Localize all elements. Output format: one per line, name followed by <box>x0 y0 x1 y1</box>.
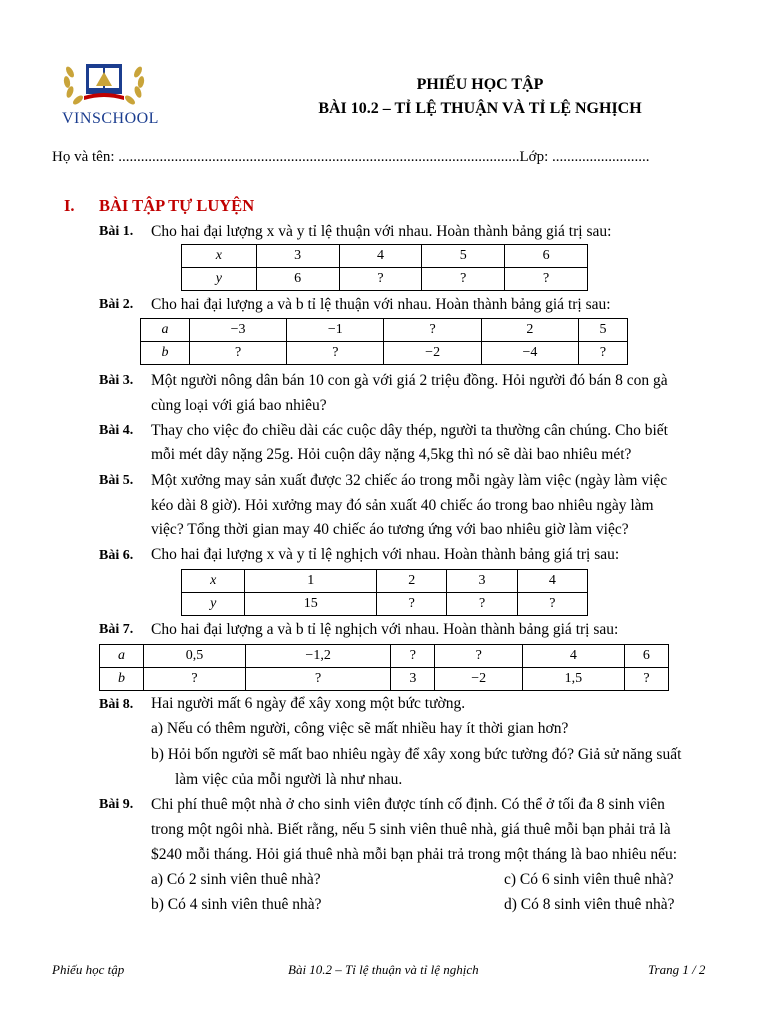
footer-center: Bài 10.2 – Tỉ lệ thuận và tỉ lệ nghịch <box>288 962 479 977</box>
table-cell: ? <box>624 668 668 691</box>
table-cell: ? <box>391 645 435 668</box>
page-number: Trang 1 / 2 <box>648 962 706 977</box>
table-cell: 1,5 <box>522 668 624 691</box>
table-cell: x <box>182 245 257 268</box>
table-cell: ? <box>144 668 246 691</box>
exercise-5-line-2: kéo dài 8 giờ). Hỏi xưởng may đó sản xuất 40 chiếc áo trong bao nhiêu ngày làm <box>151 497 654 514</box>
exercise-9-d: d) Có 8 sinh viên thuê nhà? <box>504 896 675 913</box>
footer-left: Phiếu học tập <box>52 962 125 977</box>
exercise-2-label: Bài 2. <box>99 297 134 312</box>
table-cell: a <box>141 319 190 342</box>
table-cell: 2 <box>377 570 447 593</box>
table-cell: ? <box>245 668 390 691</box>
table-cell: 5 <box>579 319 628 342</box>
table-cell: −1,2 <box>245 645 390 668</box>
worksheet-title: PHIẾU HỌC TẬP <box>416 76 544 93</box>
exercise-9-label: Bài 9. <box>99 797 134 812</box>
exercise-3-line-2: cùng loại với giá bao nhiêu? <box>151 397 327 414</box>
exercise-9-b: b) Có 4 sinh viên thuê nhà? <box>151 896 322 913</box>
exercise-9-line-2: trong một ngôi nhà. Biết rằng, nếu 5 sinh viên thuê nhà, giá thuê mỗi bạn phải trả là <box>151 821 671 838</box>
table-cell: 6 <box>505 245 588 268</box>
table-row <box>100 668 669 691</box>
table-cell: 6 <box>256 268 339 291</box>
table-cell: ? <box>339 268 422 291</box>
exercise-7-text: Cho hai đại lượng a và b tỉ lệ nghịch với nhau. Hoàn thành bảng giá trị sau: <box>151 621 619 638</box>
school-logo <box>58 60 168 132</box>
table-cell: 0,5 <box>144 645 246 668</box>
table-row <box>100 645 669 668</box>
exercise-8-a: a) Nếu có thêm người, công việc sẽ mất nhiều hay ít thời gian hơn? <box>151 720 569 737</box>
exercise-5-label: Bài 5. <box>99 473 134 488</box>
exercise-8-text: Hai người mất 6 ngày để xây xong một bức tường. <box>151 695 466 712</box>
section-number: I. <box>64 196 75 215</box>
exercise-8-label: Bài 8. <box>99 697 134 712</box>
exercise-3-line-1: Một người nông dân bán 10 con gà với giá 2 triệu đồng. Hỏi người đó bán 8 con gà <box>151 372 668 389</box>
table-cell: ? <box>384 319 481 342</box>
table-cell: ? <box>447 593 517 616</box>
exercise-1-label: Bài 1. <box>99 224 134 239</box>
table-cell: 4 <box>517 570 587 593</box>
exercise-2-table <box>140 318 628 365</box>
table-cell: ? <box>517 593 587 616</box>
table-cell: ? <box>422 268 505 291</box>
section-title: BÀI TẬP TỰ LUYỆN <box>99 196 255 215</box>
table-cell: 2 <box>481 319 578 342</box>
logo-text: VINSCHOOL <box>62 110 159 127</box>
lesson-title: BÀI 10.2 – TỈ LỆ THUẬN VÀ TỈ LỆ NGHỊCH <box>318 100 642 117</box>
table-cell: ? <box>189 342 286 365</box>
table-cell: 4 <box>339 245 422 268</box>
table-cell: 5 <box>422 245 505 268</box>
exercise-9-line-3: $240 mỗi tháng. Hỏi giá thuê nhà mỗi bạn phải trả trong một tháng là bao nhiêu nếu: <box>151 846 678 863</box>
table-row <box>141 342 628 365</box>
table-row <box>141 319 628 342</box>
table-cell: ? <box>505 268 588 291</box>
exercise-7-table <box>99 644 669 691</box>
table-cell: −4 <box>481 342 578 365</box>
table-cell: −1 <box>287 319 384 342</box>
exercise-4-line-2: mỗi mét dây nặng 25g. Hỏi cuộn dây nặng 4,5kg thì nó sẽ dài bao nhiêu mét? <box>151 446 632 463</box>
table-cell: 15 <box>245 593 377 616</box>
exercise-1-text: Cho hai đại lượng x và y tỉ lệ thuận với nhau. Hoàn thành bảng giá trị sau: <box>151 223 612 240</box>
table-cell: y <box>182 593 245 616</box>
table-cell: 3 <box>391 668 435 691</box>
table-cell: ? <box>377 593 447 616</box>
exercise-3-label: Bài 3. <box>99 373 134 388</box>
table-cell: ? <box>287 342 384 365</box>
exercise-2-text: Cho hai đại lượng a và b tỉ lệ thuận với nhau. Hoàn thành bảng giá trị sau: <box>151 296 611 313</box>
exercise-6-label: Bài 6. <box>99 548 134 563</box>
exercise-9-a: a) Có 2 sinh viên thuê nhà? <box>151 871 321 888</box>
table-cell: 6 <box>624 645 668 668</box>
exercise-1-table <box>181 244 588 291</box>
table-row <box>182 570 588 593</box>
exercise-6-text: Cho hai đại lượng x và y tỉ lệ nghịch với nhau. Hoàn thành bảng giá trị sau: <box>151 546 620 563</box>
exercise-6-table <box>181 569 588 616</box>
table-cell: −2 <box>435 668 523 691</box>
student-name-class-line: Họ và tên: ...........................................................................................................Lớp: .......................... <box>52 149 650 165</box>
table-row <box>182 245 588 268</box>
table-cell: 4 <box>522 645 624 668</box>
table-cell: 3 <box>256 245 339 268</box>
table-row <box>182 268 588 291</box>
exercise-8-b-line-2: làm việc của mỗi người là như nhau. <box>175 771 403 788</box>
exercise-4-line-1: Thay cho việc đo chiều dài các cuộc dây thép, người ta thường cân chúng. Cho biết <box>151 422 668 439</box>
table-cell: 3 <box>447 570 517 593</box>
exercise-9-c: c) Có 6 sinh viên thuê nhà? <box>504 871 674 888</box>
table-cell: b <box>141 342 190 365</box>
exercise-7-label: Bài 7. <box>99 622 134 637</box>
exercise-5-line-1: Một xưởng may sản xuất được 32 chiếc áo trong mỗi ngày làm việc (ngày làm việc <box>151 472 668 489</box>
exercise-5-line-3: việc? Tổng thời gian may 40 chiếc áo tương ứng với bao nhiêu giờ làm việc? <box>151 521 629 538</box>
table-cell: ? <box>579 342 628 365</box>
table-cell: y <box>182 268 257 291</box>
exercise-9-line-1: Chi phí thuê một nhà ở cho sinh viên được tính cố định. Có thể ở tối đa 8 sinh viên <box>151 796 665 813</box>
exercise-4-label: Bài 4. <box>99 423 134 438</box>
table-cell: −3 <box>189 319 286 342</box>
table-cell: a <box>100 645 144 668</box>
exercise-8-b-line-1: b) Hỏi bốn người sẽ mất bao nhiêu ngày để xây xong bức tường đó? Giả sử năng suất <box>151 746 682 763</box>
table-cell: b <box>100 668 144 691</box>
table-row <box>182 593 588 616</box>
table-cell: ? <box>435 645 523 668</box>
table-cell: x <box>182 570 245 593</box>
laurel-book-icon <box>58 60 168 110</box>
table-cell: −2 <box>384 342 481 365</box>
table-cell: 1 <box>245 570 377 593</box>
